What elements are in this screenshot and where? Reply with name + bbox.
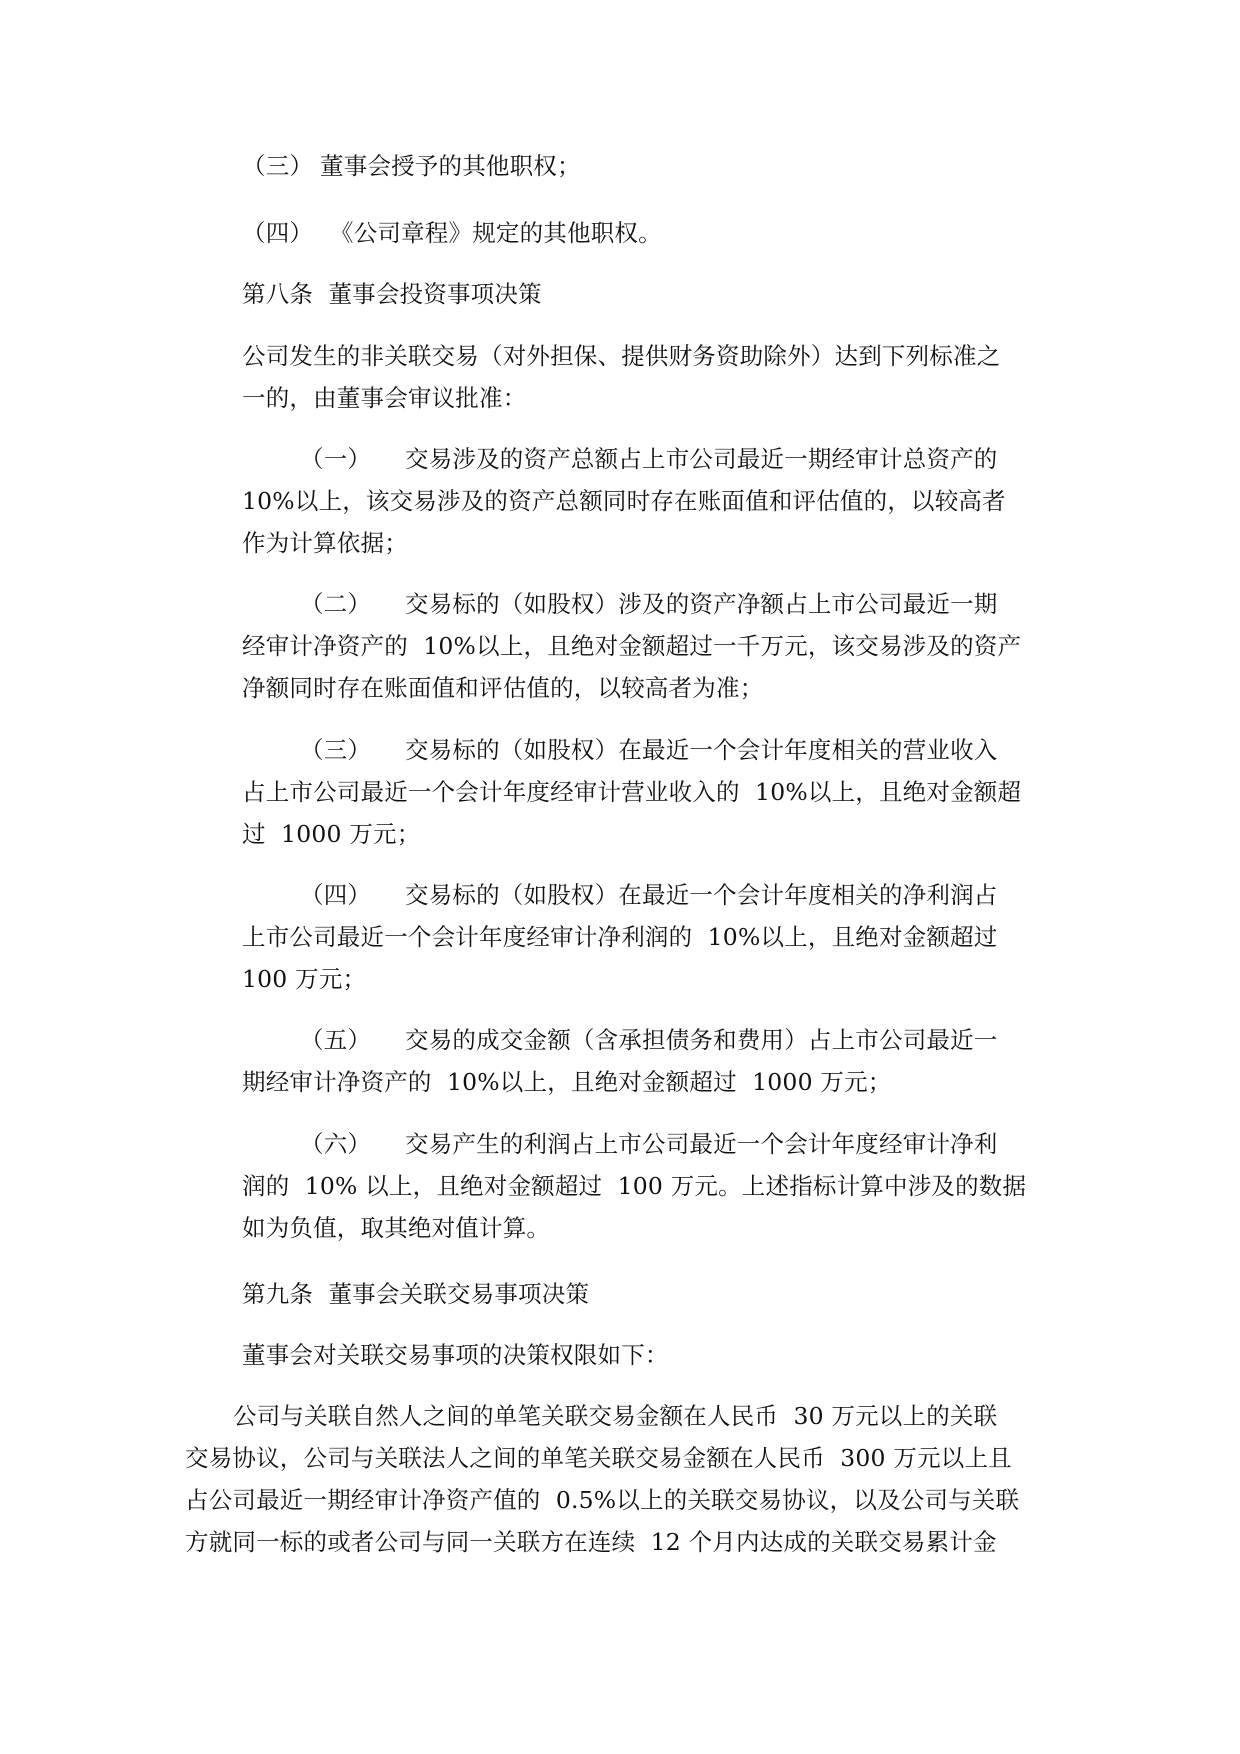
power-item-text: 董事会授予的其他职权； bbox=[320, 152, 581, 180]
criterion-item-label: （一） bbox=[300, 445, 372, 473]
criterion-item-line: 交易产生的利润占上市公司最近一个会计年度经审计净利 bbox=[405, 1130, 998, 1158]
article-9-body-line: 方就同一标的或者公司与同一关联方在连续 12 个月内达成的关联交易累计金 bbox=[185, 1528, 997, 1556]
criterion-item-line: 润的 10% 以上，且绝对金额超过 100 万元。上述指标计算中涉及的数据 bbox=[242, 1172, 1027, 1200]
article-8-heading: 第八条 董事会投资事项决策 bbox=[242, 280, 542, 308]
criterion-item-label: （五） bbox=[300, 1026, 372, 1054]
power-item-text: 《公司章程》规定的其他职权。 bbox=[330, 219, 662, 247]
criterion-item-line: 占上市公司最近一个会计年度经审计营业收入的 10%以上，且绝对金额超 bbox=[242, 778, 1022, 806]
criterion-item-label: （二） bbox=[300, 590, 372, 618]
article-9-body-line: 占公司最近一期经审计净资产值的 0.5%以上的关联交易协议，以及公司与关联 bbox=[185, 1486, 1020, 1514]
criterion-item-line: 交易的成交金额（含承担债务和费用）占上市公司最近一 bbox=[405, 1026, 998, 1054]
power-item-label: （四） bbox=[242, 219, 314, 247]
article-9-heading: 第九条 董事会关联交易事项决策 bbox=[242, 1280, 590, 1308]
criterion-item-line: 100 万元； bbox=[242, 965, 367, 993]
criterion-item-label: （四） bbox=[300, 881, 372, 909]
criterion-item-line: 净额同时存在账面值和评估值的，以较高者为准； bbox=[242, 674, 764, 702]
power-item bbox=[242, 218, 662, 248]
criterion-item-line: 作为计算依据； bbox=[242, 529, 408, 557]
article-8-intro-line: 一的，由董事会审议批准： bbox=[242, 384, 527, 412]
criterion-item-line: 过 1000 万元； bbox=[242, 820, 421, 848]
criterion-item-label: （六） bbox=[300, 1130, 372, 1158]
criterion-item-line: 上市公司最近一个会计年度经审计净利润的 10%以上，且绝对金额超过 bbox=[242, 923, 998, 951]
criterion-item-label: （三） bbox=[300, 736, 372, 764]
power-item-label: （三） bbox=[242, 152, 314, 180]
criterion-item-line: 交易标的（如股权）在最近一个会计年度相关的净利润占 bbox=[405, 881, 998, 909]
criterion-item-line: 期经审计净资产的 10%以上，且绝对金额超过 1000 万元； bbox=[242, 1068, 892, 1096]
article-9-intro: 董事会对关联交易事项的决策权限如下： bbox=[242, 1341, 669, 1369]
criterion-item-line: 交易标的（如股权）涉及的资产净额占上市公司最近一期 bbox=[405, 590, 998, 618]
power-item bbox=[242, 151, 581, 181]
criterion-item-line: 交易涉及的资产总额占上市公司最近一期经审计总资产的 bbox=[405, 445, 998, 473]
article-9-body-line: 交易协议，公司与关联法人之间的单笔关联交易金额在人民币 300 万元以上且 bbox=[185, 1444, 1012, 1472]
criterion-item-line: 10%以上，该交易涉及的资产总额同时存在账面值和评估值的，以较高者 bbox=[242, 487, 1006, 515]
article-9-body-line: 公司与关联自然人之间的单笔关联交易金额在人民币 30 万元以上的关联 bbox=[233, 1402, 998, 1430]
criterion-item-line: 经审计净资产的 10%以上，且绝对金额超过一千万元，该交易涉及的资产 bbox=[242, 632, 1022, 660]
article-8-intro-line: 公司发生的非关联交易（对外担保、提供财务资助除外）达到下列标准之 bbox=[242, 342, 1001, 370]
criterion-item-line: 如为负值，取其绝对值计算。 bbox=[242, 1214, 551, 1242]
criterion-item-line: 交易标的（如股权）在最近一个会计年度相关的营业收入 bbox=[405, 736, 998, 764]
